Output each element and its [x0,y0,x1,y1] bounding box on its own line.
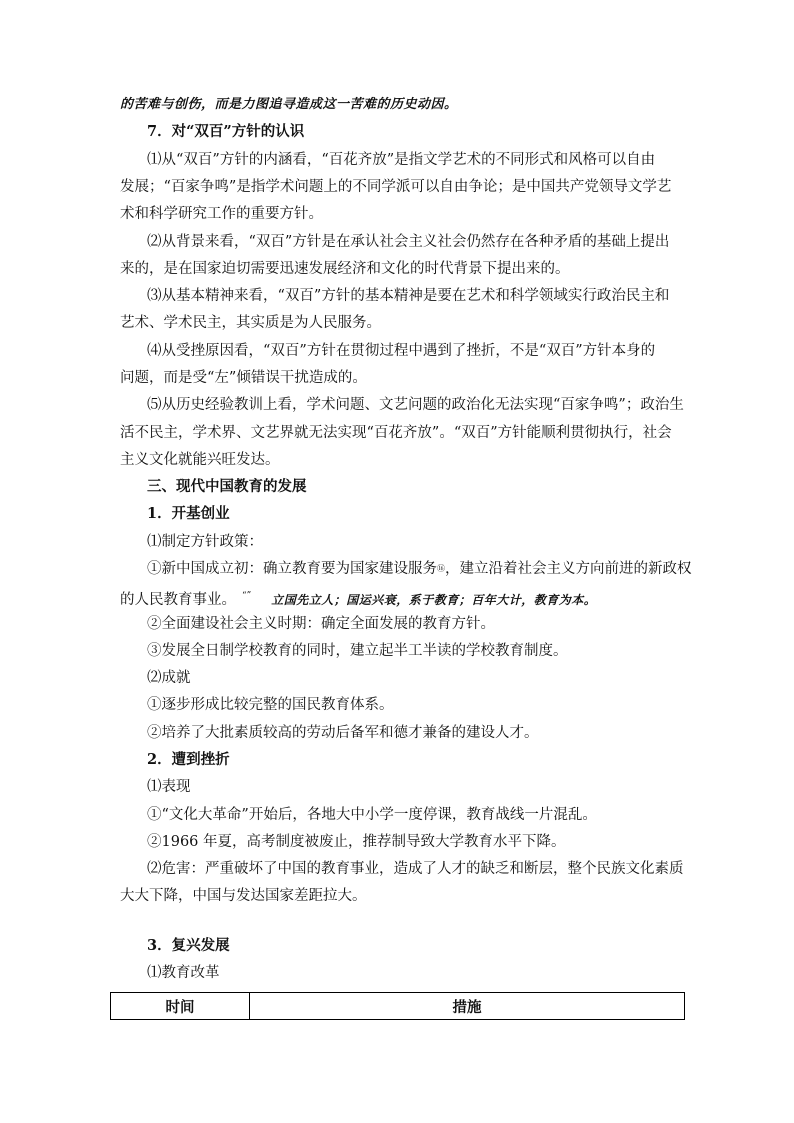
paragraph-line [120,586,596,610]
paragraph-text: 的人民教育事业。 [120,592,236,608]
section-heading: 7．对“双百”方针的认识 [147,123,305,140]
handwritten-note: 的苦难与创伤，而是力图追寻造成这一苦难的历史动因。 [120,97,458,112]
paragraph-line: ⑴教育改革 [147,965,220,981]
subsection-heading: 1．开基创业 [147,505,230,522]
paragraph-line: ⑴从“双百”方针的内涵看，“百花齐放”是指文学艺术的不同形式和风格可以自由 [147,152,656,168]
paragraph-line: ②1966 年夏，高考制度被废止，推荐制导致大学教育水平下降。 [147,834,566,850]
paragraph-line: 发展；“百家争鸣”是指学术问题上的不同学派可以自由争论；是中国共产党领导文学艺 [120,179,672,195]
paragraph-line: 活不民主，学术界、文艺界就无法实现“百花齐放”。“双百”方针能顺利贯彻执行，社会 [120,425,672,441]
paragraph-line [147,559,692,579]
table-header-measures: 措施 [250,993,685,1020]
paragraph-line: ⑷从受挫原因看，“双百”方针在贯彻过程中遇到了挫折，不是“双百”方针本身的 [147,343,656,359]
paragraph-line: ②全面建设社会主义时期：确定全面发展的教育方针。 [147,616,495,632]
paragraph-line: 艺术、学术民主，其实质是为人民服务。 [120,315,381,331]
paragraph-line: ②培养了大批素质较高的劳动后备军和德才兼备的建设人才。 [147,725,539,741]
subsection-heading: 2．遭到挫折 [147,751,230,768]
education-reform-table [110,992,685,1020]
paragraph-line: ⑵危害：严重破坏了中国的教育事业，造成了人才的缺乏和断层，整个民族文化素质 [147,861,684,877]
paragraph-line: ⑸从历史经验教训上看，学术问题、文艺问题的政治化无法实现“百家争鸣”；政治生 [147,397,684,413]
paragraph-line: 来的，是在国家迫切需要迅速发展经济和文化的时代背景下提出来的。 [120,261,570,277]
table-header-row [111,993,685,1020]
paragraph-text: ，建立沿着社会主义方向前进的新政权 [445,561,692,577]
paragraph-line: ⑵成就 [147,670,191,686]
subsection-heading: 3．复兴发展 [147,937,230,954]
paragraph-line: ⑵从背景来看，“双百”方针是在承认社会主义社会仍然存在各种矛盾的基础上提出 [147,234,670,250]
paragraph-line: ⑴制定方针政策： [147,534,263,550]
paragraph-line: 主义文化就能兴旺发达。 [120,452,280,468]
paragraph-line: ⑴表现 [147,779,191,795]
handwritten-note: 立国先立人；国运兴衰，系于教育；百年大计，教育为本。 [271,593,597,607]
paragraph-line: 大大下降，中国与发达国家差距拉大。 [120,888,367,904]
paragraph-line: ①“文化大革命”开始后，各地大中小学一度停课，教育战线一片混乱。 [147,807,597,823]
paragraph-line: ⑶从基本精神来看，“双百”方针的基本精神是要在艺术和科学领域实行政治民主和 [147,288,670,304]
annotation-marker: “” [242,591,252,601]
paragraph-line: 术和科学研究工作的重要方针。 [120,206,323,222]
paragraph-text: ①新中国成立初：确立教育要为国家建设服务 [147,561,437,577]
annotation-marker: ⑯ [437,564,445,573]
paragraph-line: 问题，而是受“左”倾错误干扰造成的。 [120,370,367,386]
section-heading: 三、现代中国教育的发展 [147,478,307,495]
paragraph-line: ③发展全日制学校教育的同时，建立起半工半读的学校教育制度。 [147,643,568,659]
paragraph-line: ①逐步形成比较完整的国民教育体系。 [147,697,394,713]
table-header-time: 时间 [111,993,250,1020]
